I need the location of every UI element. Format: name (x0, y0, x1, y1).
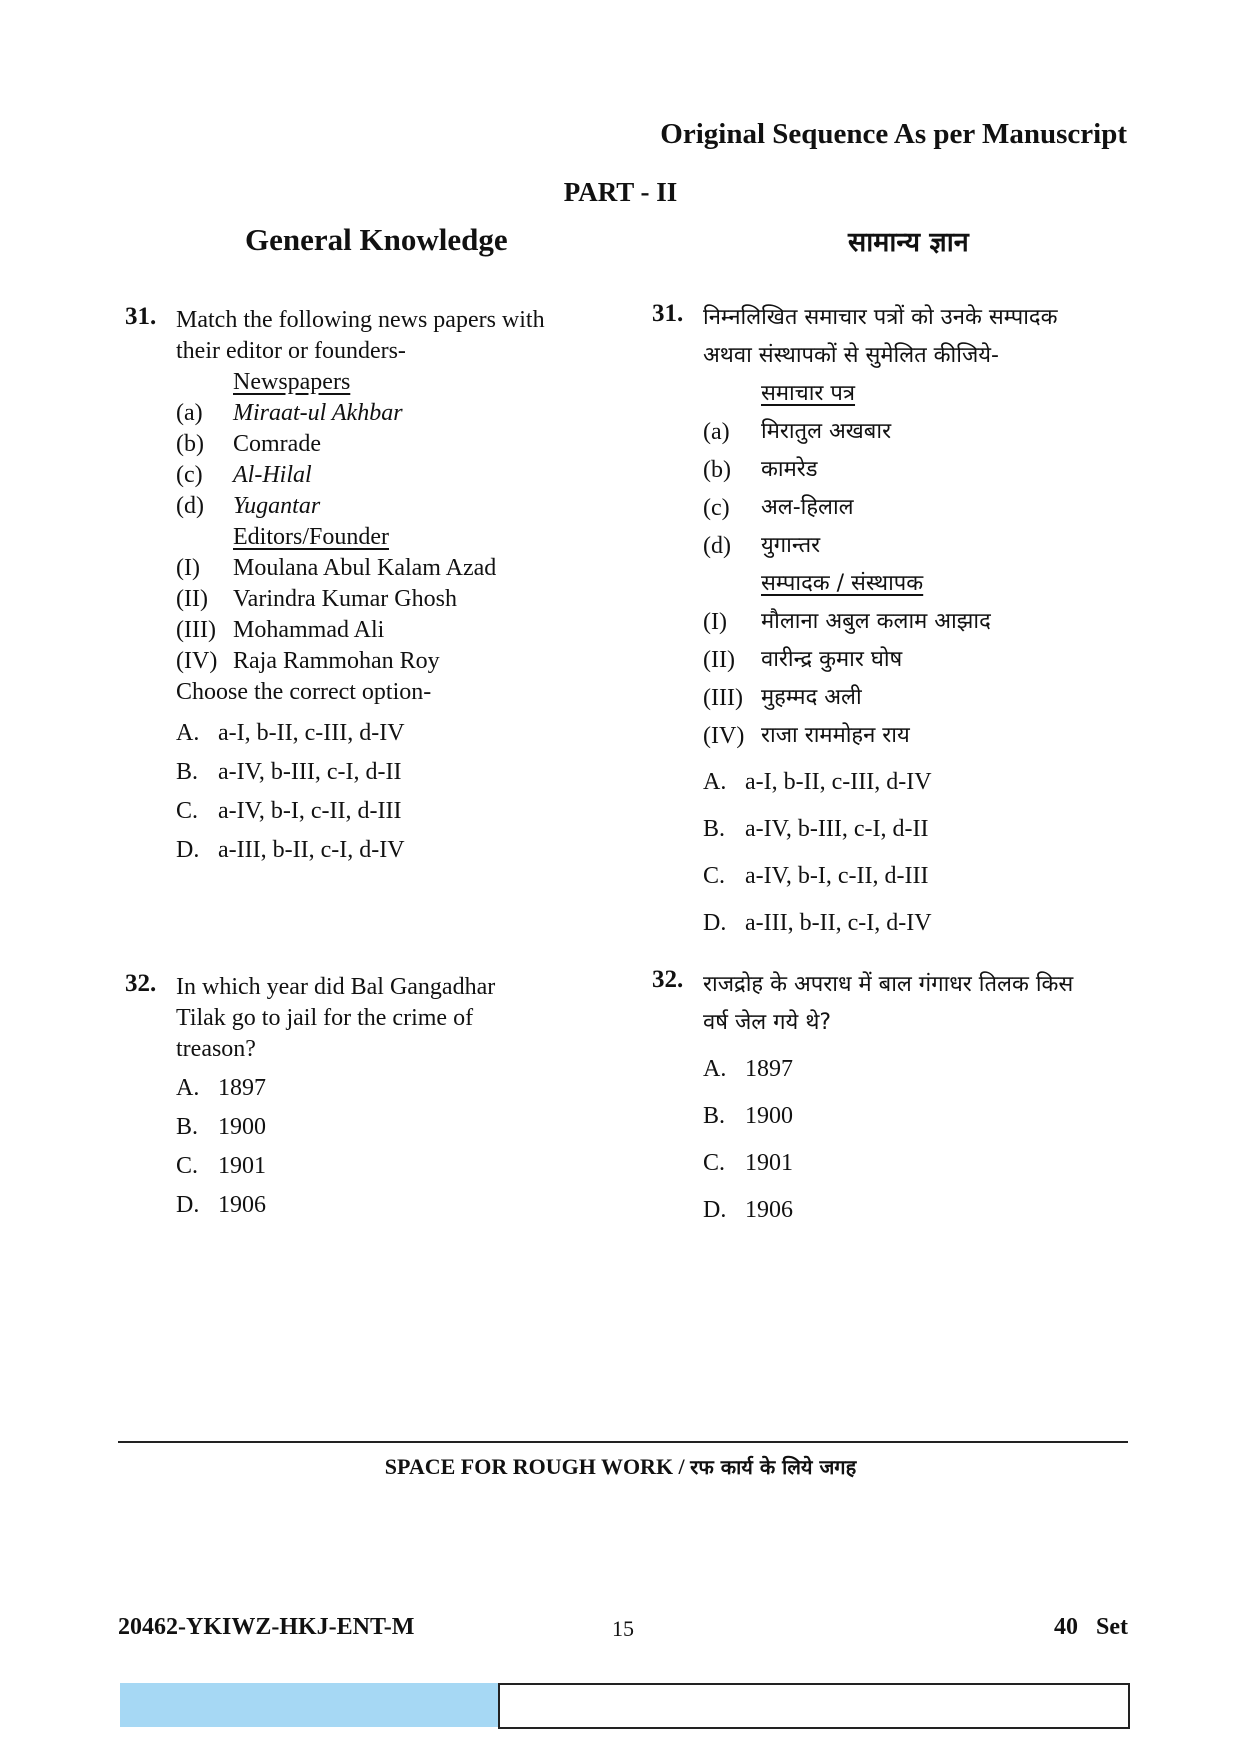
question-stem: निम्नलिखित समाचार पत्रों को उनके सम्पादक (703, 305, 1058, 330)
list-item: (a) मिरातुल अखबार (703, 419, 892, 445)
option-c[interactable]: C. 1901 (703, 1150, 793, 1176)
question-stem: राजद्रोह के अपराध में बाल गंगाधर तिलक किस (703, 972, 1074, 997)
option-c[interactable]: C. a-IV, b-I, c-II, d-III (176, 798, 402, 824)
instruction: Choose the correct option- (176, 679, 432, 705)
blue-strip (120, 1683, 498, 1727)
blank-box (498, 1683, 1130, 1729)
list-item: (III) मुहम्मद अली (703, 685, 862, 711)
list-item: (d) युगान्तर (703, 533, 821, 559)
question-stem: Match the following news papers with (176, 307, 545, 333)
list-item: (IV) राजा राममोहन राय (703, 723, 910, 749)
option-b[interactable]: B. a-IV, b-III, c-I, d-II (703, 816, 929, 842)
list-item: (I) Moulana Abul Kalam Azad (176, 555, 497, 581)
option-b[interactable]: B. 1900 (703, 1103, 793, 1129)
question-stem: In which year did Bal Gangadhar (176, 974, 496, 1000)
list-item: (c) Al-Hilal (176, 462, 312, 488)
question-32-hindi (703, 966, 1073, 1234)
question-stem: वर्ष जेल गये थे? (703, 1010, 832, 1035)
option-d[interactable]: D. a-III, b-II, c-I, d-IV (176, 837, 405, 863)
question-31-hindi (703, 299, 1058, 947)
newspapers-heading: समाचार पत्र (761, 381, 856, 406)
option-d[interactable]: D. a-III, b-II, c-I, d-IV (703, 910, 932, 936)
newspapers-heading: Newspapers (233, 369, 351, 395)
list-item: (I) मौलाना अबुल कलाम आझाद (703, 609, 991, 635)
list-item: (III) Mohammad Ali (176, 617, 385, 643)
rough-work-label (0, 1453, 1241, 1480)
option-d[interactable]: D. 1906 (703, 1197, 793, 1223)
question-stem: Tilak go to jail for the crime of (176, 1005, 474, 1031)
divider (118, 1441, 1128, 1443)
rough-work-hindi: रफ कार्य के लिये जगह (690, 1455, 857, 1479)
question-number: 32. (652, 966, 684, 993)
option-a[interactable]: A. 1897 (703, 1056, 793, 1082)
section-title-hindi: सामान्य ज्ञान (848, 227, 969, 258)
rough-work-english: SPACE FOR ROUGH WORK / (384, 1454, 685, 1479)
editors-heading: Editors/Founder (233, 524, 389, 550)
question-stem: their editor or founders- (176, 338, 406, 364)
option-d[interactable]: D. 1906 (176, 1192, 266, 1218)
option-a[interactable]: A. a-I, b-II, c-III, d-IV (703, 769, 932, 795)
list-item: (II) वारीन्द्र कुमार घोष (703, 647, 903, 673)
section-title-english: General Knowledge (245, 222, 508, 257)
question-31-english (176, 305, 545, 870)
list-item: (IV) Raja Rammohan Roy (176, 648, 440, 674)
question-32-english (176, 972, 495, 1225)
question-stem: अथवा संस्थापकों से सुमेलित कीजिये- (703, 343, 999, 368)
page-number: 15 (612, 1616, 634, 1641)
option-c[interactable]: C. 1901 (176, 1153, 266, 1179)
list-item: (a) Miraat-ul Akhbar (176, 400, 403, 426)
list-item: (b) कामरेड (703, 457, 818, 483)
part-heading: PART - II (563, 177, 678, 207)
option-a[interactable]: A. a-I, b-II, c-III, d-IV (176, 720, 405, 746)
list-item: (d) Yugantar (176, 493, 321, 519)
option-b[interactable]: B. 1900 (176, 1114, 266, 1140)
list-item: (II) Varindra Kumar Ghosh (176, 586, 457, 612)
option-a[interactable]: A. 1897 (176, 1075, 266, 1101)
sequence-title: Original Sequence As per Manuscript (660, 118, 1127, 150)
list-item: (b) Comrade (176, 431, 321, 457)
question-stem: treason? (176, 1036, 256, 1062)
question-number: 31. (652, 300, 684, 327)
editors-heading: सम्पादक / संस्थापक (761, 571, 924, 596)
option-b[interactable]: B. a-IV, b-III, c-I, d-II (176, 759, 402, 785)
question-number: 32. (125, 970, 157, 997)
list-item: (c) अल-हिलाल (703, 495, 854, 521)
option-c[interactable]: C. a-IV, b-I, c-II, d-III (703, 863, 929, 889)
question-number: 31. (125, 303, 157, 330)
paper-code: 20462-YKIWZ-HKJ-ENT-M (118, 1614, 415, 1640)
set-label: 40 Set (1054, 1614, 1128, 1640)
